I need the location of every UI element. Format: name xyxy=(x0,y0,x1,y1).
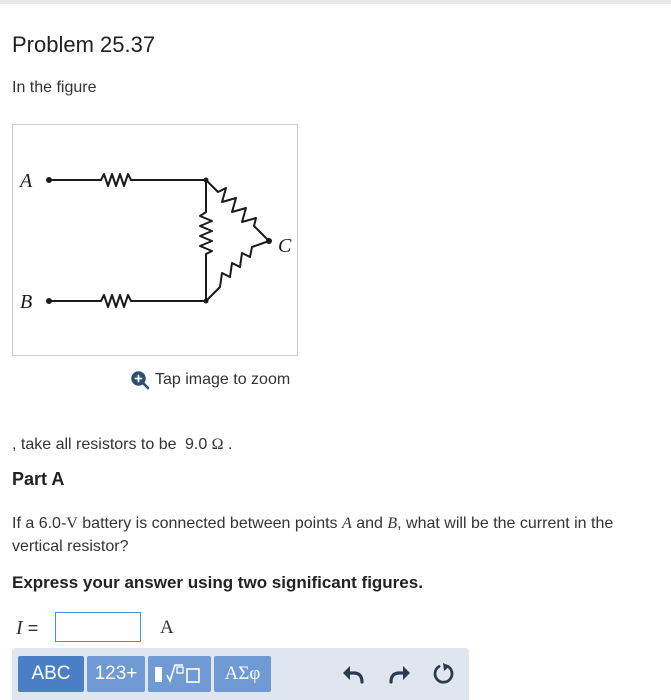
q-point-b: B xyxy=(387,515,398,532)
condition-suffix: . xyxy=(228,436,233,453)
q-voltage-unit: V xyxy=(66,515,78,532)
zoom-label: Tap image to zoom xyxy=(155,371,291,388)
upper-diagonal-resistor xyxy=(206,180,269,241)
answer-unit: A xyxy=(160,617,174,638)
page-title: Problem 25.37 xyxy=(12,32,156,57)
templates-icon xyxy=(153,661,207,687)
terminal-c xyxy=(266,238,272,244)
resistor-value: 9.0 xyxy=(184,436,208,453)
q-text-1: If a xyxy=(12,515,39,532)
reset-icon[interactable] xyxy=(431,661,457,687)
answer-variable: I xyxy=(16,617,23,639)
undo-icon[interactable] xyxy=(340,661,366,687)
greek-symbols-button[interactable]: ΑΣφ xyxy=(214,656,271,692)
ohm-unit: Ω xyxy=(211,436,224,453)
answer-input[interactable] xyxy=(55,612,141,642)
label-a: A xyxy=(20,170,33,192)
resistor-condition xyxy=(12,436,232,454)
answer-equals: = xyxy=(27,618,39,638)
lower-diagonal-resistor xyxy=(206,241,269,301)
junction-top xyxy=(204,178,209,183)
vertical-resistor xyxy=(200,180,212,301)
terminal-b xyxy=(46,298,52,304)
redo-icon[interactable] xyxy=(387,661,413,687)
q-text-2: battery is connected between points xyxy=(77,515,342,532)
junction-bottom xyxy=(204,299,209,304)
q-text-4: , what will be the current in the vertical resistor? xyxy=(12,515,614,555)
answer-instruction: Express your answer using two significant figures. xyxy=(12,573,423,592)
wire-b xyxy=(49,295,206,307)
terminal-a xyxy=(46,177,52,183)
intro-text: In the figure xyxy=(12,79,97,96)
q-text-3: and xyxy=(351,515,388,532)
circuit-figure[interactable] xyxy=(12,124,298,356)
answer-variable-label xyxy=(16,617,38,640)
condition-prefix: , take all resistors to be xyxy=(12,436,177,453)
q-point-a: A xyxy=(342,515,352,532)
q-voltage: 6.0 xyxy=(38,515,61,532)
top-divider xyxy=(0,0,671,4)
question-text: If a 6.0-V battery is connected between points A and B, what will be the current in the vertical resistor? xyxy=(12,515,614,555)
abc-keyboard-button[interactable]: ABC xyxy=(18,656,84,692)
part-title: Part A xyxy=(12,469,65,489)
templates-button[interactable] xyxy=(148,656,211,692)
circuit-diagram xyxy=(13,125,299,357)
wire-a xyxy=(49,174,206,186)
tap-to-zoom[interactable] xyxy=(130,370,290,390)
label-c: C xyxy=(278,235,292,257)
zoom-in-icon xyxy=(130,370,150,390)
numeric-keyboard-button[interactable]: 123+ xyxy=(87,656,145,692)
label-b: B xyxy=(20,291,33,313)
math-toolbar xyxy=(12,648,469,700)
